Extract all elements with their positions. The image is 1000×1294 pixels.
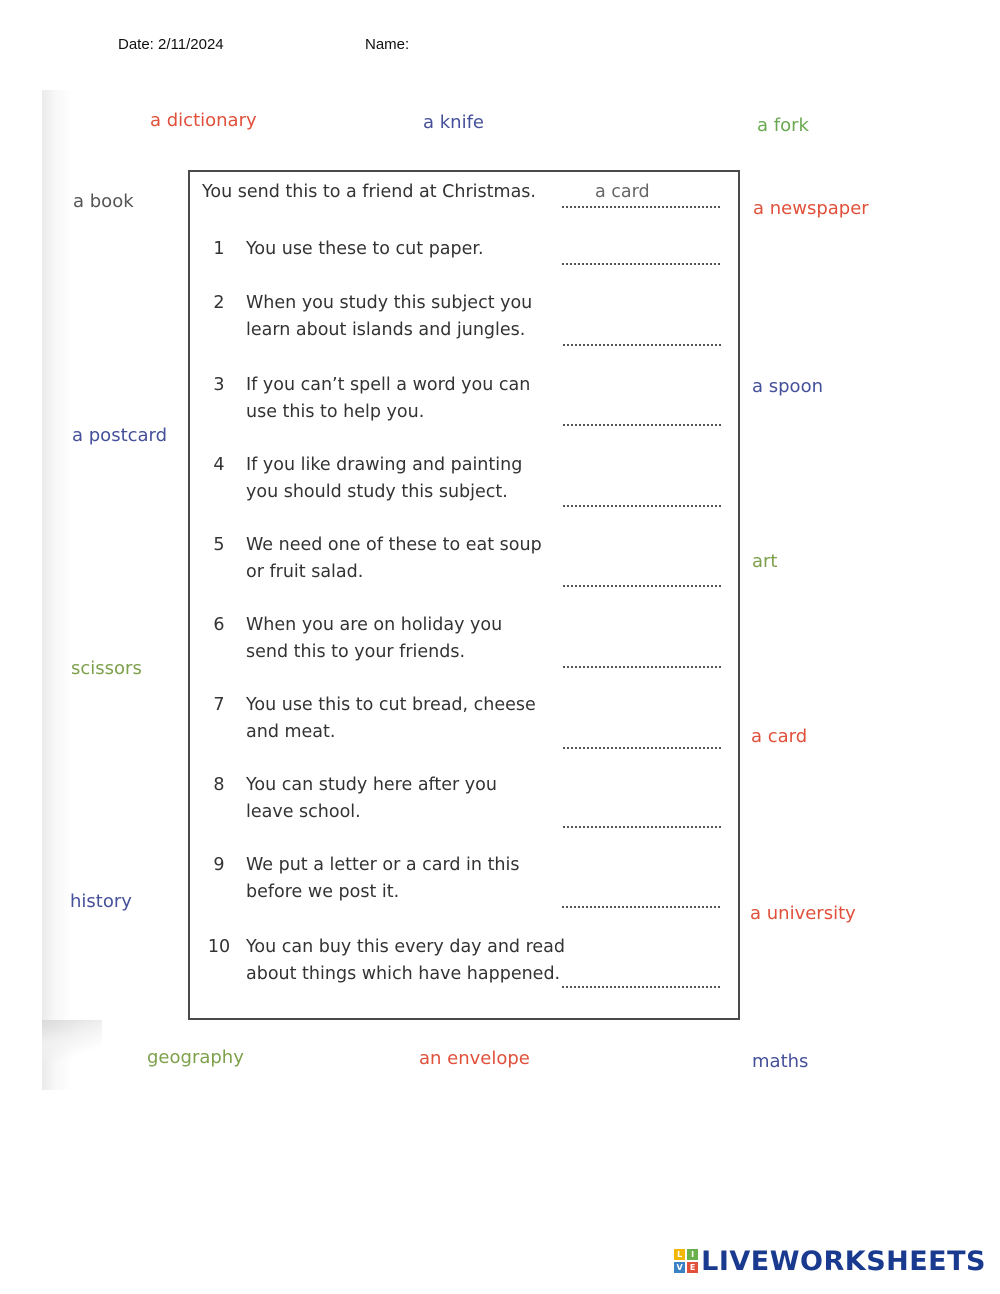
question-number: 1 xyxy=(213,239,225,259)
question-number: 4 xyxy=(213,455,225,475)
logo-grid-letter: V xyxy=(674,1262,685,1273)
question-3 xyxy=(204,372,724,428)
answer-slot-3[interactable] xyxy=(563,424,721,426)
answer-slot-9[interactable] xyxy=(562,906,720,908)
question-text-line2: learn about islands and jungles. xyxy=(246,320,526,340)
logo-grid-letter: L xyxy=(674,1249,685,1260)
answer-slot-8[interactable] xyxy=(563,826,721,828)
question-text-line1: You can study here after you xyxy=(246,775,497,795)
question-number: 3 xyxy=(213,375,225,395)
question-text-line1: You can buy this every day and read xyxy=(246,937,565,957)
word-a-newspaper[interactable]: a newspaper xyxy=(753,198,869,219)
question-text-line2: you should study this subject. xyxy=(246,482,508,502)
date-label: Date: 2/11/2024 xyxy=(118,36,224,53)
question-text-line1: We need one of these to eat soup xyxy=(246,535,542,555)
question-number: 2 xyxy=(213,293,225,313)
question-box xyxy=(188,170,740,1020)
question-number: 9 xyxy=(213,855,225,875)
question-number: 7 xyxy=(213,695,225,715)
answer-slot-7[interactable] xyxy=(563,747,721,749)
question-number: 10 xyxy=(207,937,231,957)
question-10 xyxy=(204,934,734,990)
logo-grid-letter: E xyxy=(687,1262,698,1273)
question-text-line2: before we post it. xyxy=(246,882,400,902)
question-5 xyxy=(204,532,724,588)
question-text-line1: When you are on holiday you xyxy=(246,615,503,635)
word-an-envelope[interactable]: an envelope xyxy=(419,1048,530,1069)
name-label: Name: xyxy=(365,36,410,53)
word-scissors[interactable]: scissors xyxy=(71,658,142,679)
question-text-line1: If you like drawing and painting xyxy=(246,455,523,475)
answer-slot-4[interactable] xyxy=(563,505,721,507)
logo-text: LIVEWORKSHEETS xyxy=(701,1245,986,1277)
question-9 xyxy=(204,852,724,908)
answer-slot-2[interactable] xyxy=(563,344,721,346)
logo-grid-letter: I xyxy=(687,1249,698,1260)
question-number: 5 xyxy=(213,535,225,555)
question-text-line2: and meat. xyxy=(246,722,336,742)
liveworksheets-logo[interactable] xyxy=(674,1246,986,1276)
word-a-dictionary[interactable]: a dictionary xyxy=(150,110,257,131)
word-a-knife[interactable]: a knife xyxy=(423,112,484,133)
word-a-university[interactable]: a university xyxy=(750,903,856,924)
example-answer: a card xyxy=(595,182,650,202)
question-number: 6 xyxy=(213,615,225,635)
question-1 xyxy=(204,236,724,266)
question-4 xyxy=(204,452,724,508)
word-a-book[interactable]: a book xyxy=(73,191,134,212)
word-a-fork[interactable]: a fork xyxy=(757,115,809,136)
question-text-line2: use this to help you. xyxy=(246,402,425,422)
question-text-line1: If you can’t spell a word you can xyxy=(246,375,531,395)
question-6 xyxy=(204,612,724,668)
word-a-postcard[interactable]: a postcard xyxy=(72,425,168,446)
word-art[interactable]: art xyxy=(752,551,778,572)
logo-grid-icon xyxy=(674,1249,698,1273)
word-maths[interactable]: maths xyxy=(752,1051,809,1072)
question-text-line2: about things which have happened. xyxy=(246,964,561,984)
word-geography[interactable]: geography xyxy=(147,1047,244,1068)
question-text-line1: We put a letter or a card in this xyxy=(246,855,520,875)
question-text-line2: leave school. xyxy=(246,802,361,822)
answer-slot-5[interactable] xyxy=(563,585,721,587)
example-question: You send this to a friend at Christmas. xyxy=(202,182,536,202)
word-a-spoon[interactable]: a spoon xyxy=(752,376,823,397)
question-text-line2: or fruit salad. xyxy=(246,562,364,582)
question-number: 8 xyxy=(213,775,225,795)
question-text-line2: send this to your friends. xyxy=(246,642,466,662)
example-answer-line xyxy=(562,206,720,208)
question-text-line1: You use this to cut bread, cheese xyxy=(246,695,536,715)
question-8 xyxy=(204,772,724,828)
answer-slot-1[interactable] xyxy=(562,263,720,265)
question-7 xyxy=(204,692,724,748)
question-text: You use these to cut paper. xyxy=(246,239,484,259)
answer-slot-6[interactable] xyxy=(563,666,721,668)
page-curl-shadow xyxy=(42,1020,102,1060)
question-text-line1: When you study this subject you xyxy=(246,293,533,313)
word-history[interactable]: history xyxy=(70,891,132,912)
word-a-card[interactable]: a card xyxy=(751,726,808,747)
answer-slot-10[interactable] xyxy=(562,986,720,988)
question-2 xyxy=(204,290,724,346)
